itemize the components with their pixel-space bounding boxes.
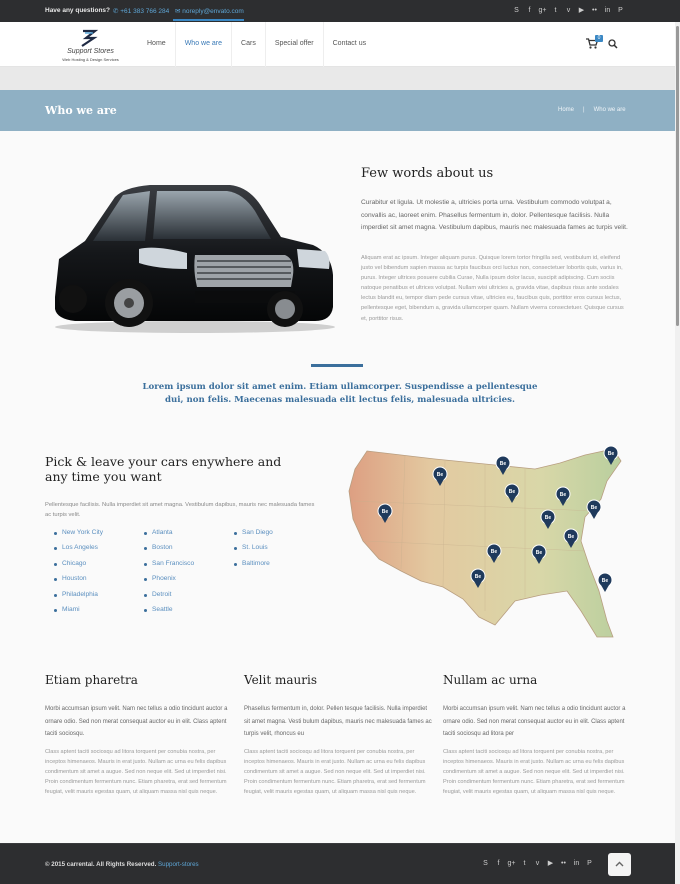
column-1-body: Class aptent taciti sociosqu ad litora torquent per conubia nostra, per inceptos himenaeos. Mauris in erat justo. Nullam ac urna eu felis dapibus condimentum sit amet a augue. Sed non neque elit. Sed ut imperdiet nisi. Proin condimentum fermentum nunc. Etiam pharetra, erat sed fermentum feugiat, velit mauris egestas quam, ut aliquam massa nisl quis neque. <box>45 749 227 796</box>
city-item[interactable]: St. Louis <box>233 544 273 559</box>
search-icon[interactable] <box>608 39 618 49</box>
pin-label: Be <box>559 492 567 498</box>
column-2-body: Class aptent taciti sociosqu ad litora torquent per conubia nostra, per inceptos himenaeos. Mauris in erat justo. Nullam ac urna eu felis dapibus condimentum sit amet a augue. Sed non neque elit. Sed ut imperdiet nisi. Proin condimentum fermentum nunc. Etiam pharetra, erat sed fermentum feugiat, velit mauris egestas quam, ut aliquam massa nisl quis neque. <box>244 749 426 796</box>
vimeo-icon[interactable]: v <box>535 860 540 867</box>
nav-home[interactable]: Home <box>138 22 176 67</box>
pin-label: Be <box>544 515 552 521</box>
city-item[interactable]: San Francisco <box>143 560 194 575</box>
skype-icon[interactable]: S <box>483 860 488 867</box>
twitter-icon[interactable]: t <box>523 860 526 867</box>
pin-label: Be <box>567 534 575 540</box>
column-3-title: Nullam ac urna <box>443 673 538 687</box>
linkedin-icon[interactable]: in <box>604 7 611 14</box>
city-item[interactable]: Phoenix <box>143 575 194 590</box>
google-plus-icon[interactable]: g+ <box>507 860 516 867</box>
city-item[interactable]: Houston <box>53 575 103 590</box>
city-list-3 <box>233 529 273 575</box>
city-item[interactable]: New York City <box>53 529 103 544</box>
breadcrumb-current: Who we are <box>593 107 626 113</box>
nav-who-we-are[interactable]: Who we are <box>176 22 232 67</box>
top-bar <box>0 0 680 22</box>
facebook-icon[interactable]: f <box>497 860 500 867</box>
column-1-title: Etiam pharetra <box>45 673 138 687</box>
city-item[interactable]: San Diego <box>233 529 273 544</box>
about-intro: Curabitur et ligula. Ut molestie a, ultricies porta urna. Vestibulum commodo volutpat a, convallis ac, laoreet enim. Phasellus fermentum in, dolor. Pellentesque facilisis. Nulla imperdiet sit amet magna. Vestibulum dapibus, mauris nec malesuada fames ac turpis velit. <box>361 199 628 231</box>
scrollbar-thumb[interactable] <box>676 26 679 326</box>
city-item[interactable]: Los Angeles <box>53 544 103 559</box>
about-title: Few words about us <box>361 166 494 181</box>
top-social-icons <box>512 6 625 15</box>
quote-divider <box>311 364 363 367</box>
vimeo-icon[interactable]: v <box>566 7 571 14</box>
column-2-intro: Phasellus fermentum in, dolor. Pellen tesque facilisis. Nulla imperdiet sit amet magna. Vesti bulum dapibus, mauris nec malesuada fames ac turpis velit, rhoncus eu <box>244 706 432 737</box>
linkedin-icon[interactable]: in <box>573 860 580 867</box>
pin-label: Be <box>381 509 389 515</box>
flickr-icon[interactable]: •• <box>592 7 597 14</box>
breadcrumb-home[interactable]: Home <box>558 107 575 113</box>
column-3-body: Class aptent taciti sociosqu ad litora torquent per conubia nostra, per inceptos himenaeos. Mauris in erat justo. Nullam ac urna eu felis dapibus condimentum sit amet a augue. Sed non neque elit. Sed ut imperdiet nisi. Proin condimentum fermentum nunc. Etiam pharetra, erat sed fermentum feugiat, velit mauris egestas quam, ut aliquam massa nisl quis neque. <box>443 749 625 796</box>
back-to-top-button[interactable] <box>608 853 631 876</box>
city-item[interactable]: Chicago <box>53 560 103 575</box>
header-spacer <box>0 67 680 90</box>
twitter-icon[interactable]: t <box>554 7 557 14</box>
column-2-title: Velit mauris <box>244 673 317 687</box>
locations-text: Pellentesque facilisis. Nulla imperdiet sit amet magna. Vestibulum dapibus, mauris nec malesuada fames ac turpis velit. <box>45 502 315 518</box>
pin-label: Be <box>535 550 543 556</box>
map-pin-icon[interactable] <box>587 500 601 519</box>
city-item[interactable]: Miami <box>53 606 103 621</box>
column-1-intro: Morbi accumsan ipsum velit. Nam nec tellus a odio tincidunt auctor a ornare odio. Sed non merat consequat auctor eu in elit. Class aptent taciti sociosqu. <box>45 706 228 737</box>
highlight-quote: Lorem ipsum dolor sit amet enim. Etiam ullamcorper. Suspendisse a pellentesque dui, non felis. Maecenas malesuada elit lectus felis, malesuada ultricies. <box>142 382 538 405</box>
email-underline <box>173 19 244 21</box>
copyright <box>45 861 199 868</box>
pin-label: Be <box>590 505 598 511</box>
nav-cars[interactable]: Cars <box>232 22 266 67</box>
city-item[interactable]: Baltimore <box>233 560 273 575</box>
facebook-icon[interactable]: f <box>528 7 531 14</box>
page-title: Who we are <box>45 104 117 117</box>
skype-icon[interactable]: S <box>514 7 519 14</box>
pin-label: Be <box>601 578 609 584</box>
site-logo[interactable] <box>53 28 128 62</box>
city-item[interactable]: Detroit <box>143 591 194 606</box>
phone-link[interactable]: ✆ +61 383 766 284 <box>113 8 170 15</box>
main-navbar <box>0 22 680 67</box>
nav-contact-us[interactable]: Contact us <box>332 40 367 47</box>
main-content <box>0 131 680 843</box>
email-link[interactable]: ✉ noreply@envato.com <box>175 8 244 15</box>
city-item[interactable]: Philadelphia <box>53 591 103 606</box>
usa-locations-map <box>345 441 630 641</box>
pin-label: Be <box>490 549 498 555</box>
map-pin-icon[interactable] <box>598 573 612 592</box>
youtube-icon[interactable]: ▶ <box>578 7 585 14</box>
about-body: Aliquam erat ac ipsum. Integer aliquam purus. Quisque lorem tortor fringilla sed, vestibulum id, eleifend justo vel bibendum sapien massa ac turpis faucibus orci luctus non, consectetuer lobortis quis, varius in, purus. Integer ultrices posuere cubilia Curae, Nulla ipsum dolor lacus, suscipit adipiscing. Cum sociis natoque penatibus et ultrices volutpat. Nullam wisi ultricies a, gravida vitae, dapibus risus ante sodales lectus blandit eu, tempor diam pede cursus vitae, ultricies eu, faucibus quis, porttitor eros cursus lectus, pellentesque eget, bibendum a, gravida ullamcorper quam. Nullam viverra consectetuer. Quisque cursus et, porttitor risus. <box>361 255 624 322</box>
city-list-2 <box>143 529 194 621</box>
contact-question: Have any questions? <box>45 7 111 14</box>
pin-label: Be <box>436 472 444 478</box>
logo-mark-icon <box>79 28 99 48</box>
locations-title: Pick & leave your cars enywhere and any time you want <box>45 454 282 484</box>
copyright-text: © 2015 carrental. All Rights Reserved. <box>45 861 157 868</box>
pin-label: Be <box>508 489 516 495</box>
column-3-intro: Morbi accumsan ipsum velit. Nam nec tellus a odio tincidunt auctor a ornare odio. Sed non merat consequat auctor eu in elit. Class aptent taciti sociosqu ad litora per <box>443 706 626 737</box>
breadcrumb: Home | Who we are <box>558 107 626 113</box>
site-footer <box>0 843 680 884</box>
pinterest-icon[interactable]: P <box>587 860 592 867</box>
chevron-up-icon <box>608 853 631 876</box>
cart-count-badge: 0 <box>595 35 603 42</box>
nav-special-offer[interactable]: Special offer <box>266 22 324 67</box>
youtube-icon[interactable]: ▶ <box>547 860 554 867</box>
page-title-bar <box>0 90 680 131</box>
footer-credit-link[interactable]: Support-stores <box>158 861 199 868</box>
pin-label: Be <box>607 451 615 457</box>
google-plus-icon[interactable]: g+ <box>538 7 547 14</box>
city-item[interactable]: Seattle <box>143 606 194 621</box>
main-menu <box>138 22 375 67</box>
pin-label: Be <box>499 461 507 467</box>
city-item[interactable]: Boston <box>143 544 194 559</box>
flickr-icon[interactable]: •• <box>561 860 566 867</box>
city-item[interactable]: Atlanta <box>143 529 194 544</box>
black-sedan-image <box>45 179 337 337</box>
city-list-1 <box>53 529 103 621</box>
brand-tagline: Web Hosting & Design Services <box>62 57 119 62</box>
footer-social-icons <box>481 859 594 868</box>
brand-name: Support Stores <box>67 48 114 55</box>
pinterest-icon[interactable]: P <box>618 7 623 14</box>
pin-label: Be <box>474 574 482 580</box>
